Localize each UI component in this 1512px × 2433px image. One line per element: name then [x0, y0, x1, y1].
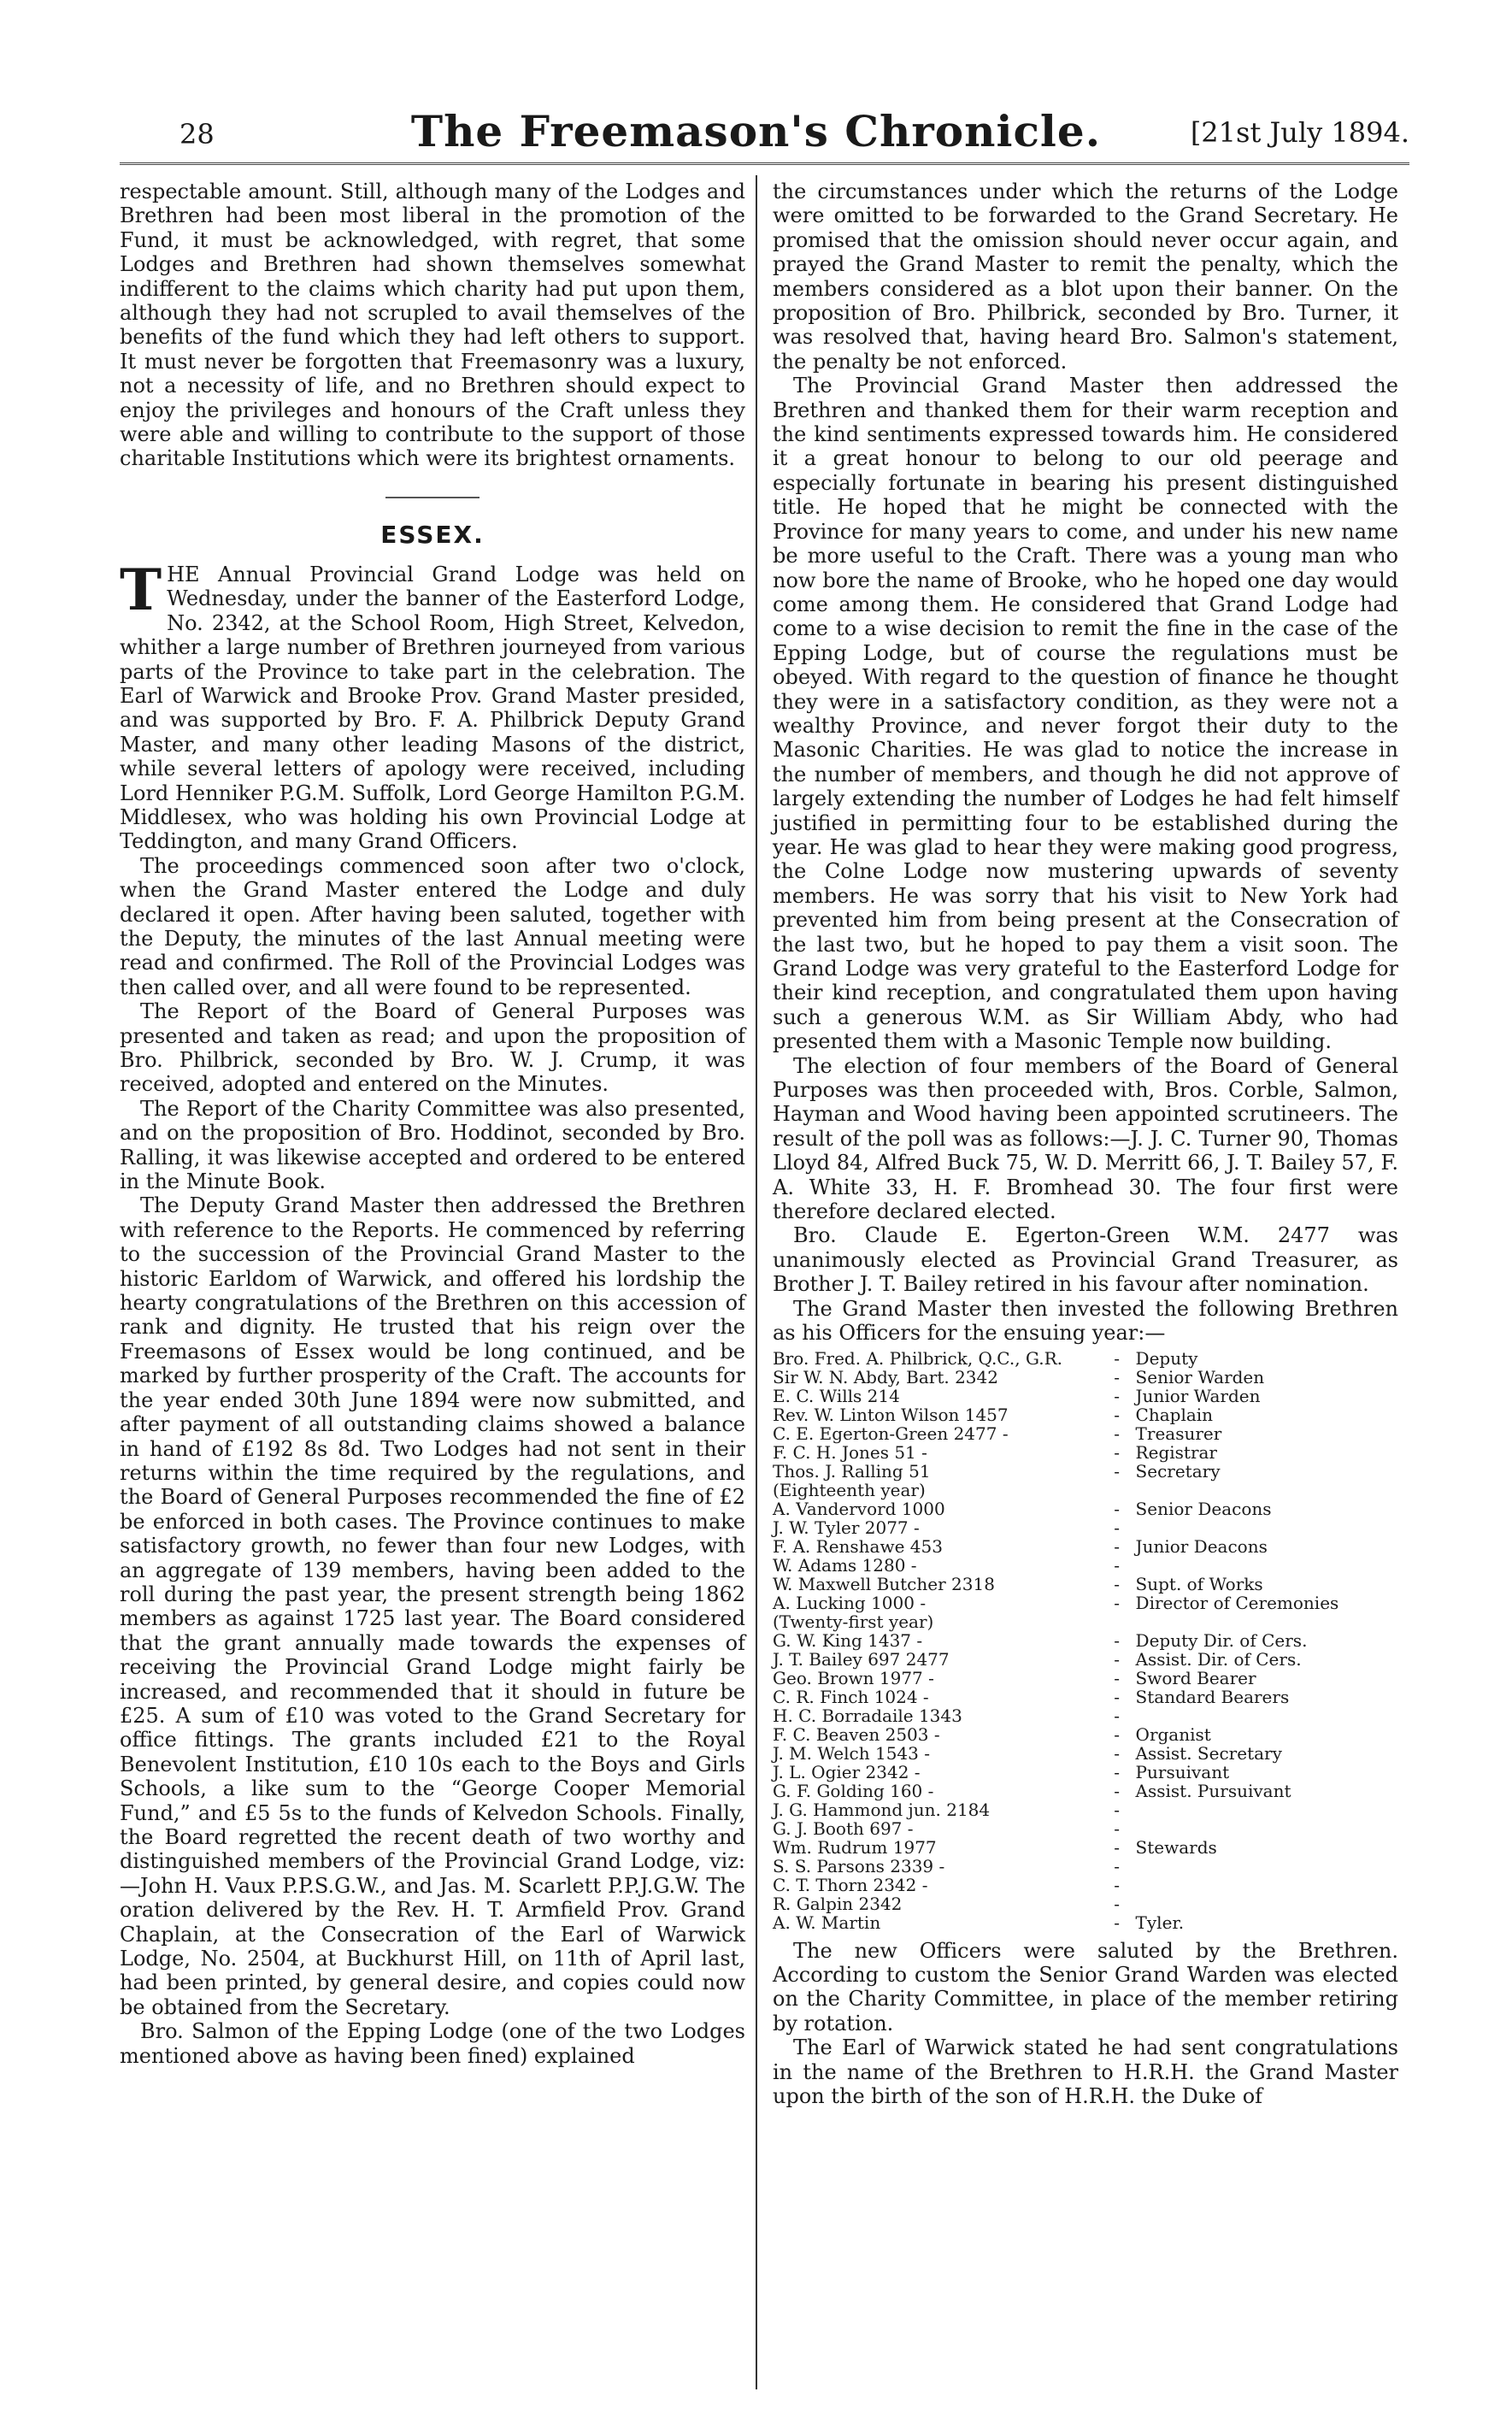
officer-row: [773, 1387, 1398, 1405]
officer-note: (Eighteenth year): [773, 1479, 926, 1500]
officer-dash: -: [1114, 1573, 1120, 1594]
officer-dash: -: [1114, 1836, 1120, 1858]
officer-office: Standard Bearers: [1135, 1686, 1290, 1707]
officer-row: [773, 1556, 1398, 1575]
officer-office: Tyler.: [1135, 1912, 1185, 1933]
officer-name: Wm. Rudrum 1977: [773, 1836, 937, 1858]
officer-office: [1136, 1800, 1398, 1819]
officer-dash: -: [1114, 1366, 1120, 1387]
section-divider: [385, 497, 479, 498]
officer-row: [773, 1349, 1398, 1368]
officer-dash: -: [1114, 1874, 1120, 1895]
article-paragraph: The Earl of Warwick stated he had sent congratulations in the name of the Brethren to H.R.H. the Grand Master upon the birth of the son of H.R.H. the Duke of: [773, 2035, 1398, 2108]
officer-office: [1136, 1876, 1398, 1894]
officer-name: J. M. Welch 1543 -: [773, 1742, 930, 1764]
officer-row: [773, 1819, 1398, 1838]
article-paragraph: The Deputy Grand Master then addressed the Brethren with reference to the Reports. He commenced by referring to the succession of the Provincial Grand Master to the historic Earldom of Warwick, and offered his lordship the hearty congratulations of the Brethren on this accession of rank and dignity. He trusted that his reign over the Freemasons of Essex would be long continued, and be marked by further prosperity of the Craft. The accounts for the year ended 30th June 1894 were now submitted, and after payment of all outstanding claims showed a balance in hand of £192 8s 8d. Two Lodges had not sent in their returns within the time required by the regulations, and the Board of General Purposes recommended the fine of £2 be enforced in both cases. The Province continues to make satisfactory growth, no fewer than four new Lodges, with an aggregate of 139 members, having been added to the roll during the past year, the present strength being 1862 members as against 1725 last year. The Board considered that the grant annually made towards the expenses of receiving the Provincial Grand Lodge might fairly be increased, and recommended that it should in future be £25. A sum of £10 was voted to the Grand Secretary for office fittings. The grants included £21 to the Royal Benevolent Institution, £10 10s each to the Boys and Girls Schools, a like sum to the “George Cooper Memorial Fund,” and £5 5s to the funds of Kelvedon Schools. Finally, the Board regretted the recent death of two worthy and distinguished members of the Provincial Grand Lodge, viz:—John H. Vaux P.P.S.G.W., and Jas. M. Scarlett P.P.J.G.W. The oration delivered by the Rev. H. T. Armfield Prov. Grand Chaplain, at the Consecration of the Earl of Warwick Lodge, No. 2504, at Buckhurst Hill, on 11th of April last, had been printed, by general desire, and copies could now be obtained from the Secretary.: [120, 1193, 745, 2019]
officer-name: H. C. Borradaile 1343: [773, 1705, 962, 1726]
officer-row: [773, 1424, 1398, 1443]
right-column: [773, 180, 1398, 2108]
officer-name: J. T. Bailey 697 2477: [773, 1648, 950, 1670]
officer-dash: -: [1114, 1648, 1120, 1670]
officer-row: [773, 1575, 1398, 1594]
officer-dash: -: [1114, 1535, 1120, 1557]
officer-office: Assist. Pursuivant: [1135, 1780, 1291, 1801]
officer-office: Sword Bearer: [1135, 1667, 1256, 1688]
officer-office: Stewards: [1135, 1836, 1217, 1858]
officer-dash: -: [1114, 1441, 1120, 1463]
officer-name: W. Maxwell Butcher 2318: [773, 1573, 995, 1594]
article-paragraph: THE Annual Provincial Grand Lodge was held on Wednesday, under the banner of the Easterford Lodge, No. 2342, at the School Room, High Street, Kelvedon, whither a large number of Brethren journeyed from various parts of the Province to take part in the celebration. The Earl of Warwick and Brooke Prov. Grand Master presided, and was supported by Bro. F. A. Philbrick Deputy Grand Master, and many other leading Masons of the district, while several letters of apology were received, including Lord Henniker P.G.M. Suffolk, Lord George Hamilton P.G.M. Middlesex, who was holding his own Provincial Lodge at Teddington, and many Grand Officers.: [120, 556, 745, 854]
officer-name: A. Vandervord 1000: [773, 1498, 945, 1519]
officer-row: [773, 1537, 1398, 1556]
officer-office: [1136, 1857, 1398, 1876]
article-paragraph: The election of four members of the Board of General Purposes was then proceeded with, Bros. Corble, Salmon, Hayman and Wood having been appointed scrutineers. The result of the poll was as follows:—J. J. C. Turner 90, Thomas Lloyd 84, Alfred Buck 75, W. D. Merritt 66, J. T. Bailey 57, F. A. White 33, H. F. Bromhead 30. The four first were therefore declared elected.: [773, 1053, 1398, 1224]
officer-name: J. G. Hammond jun. 2184: [773, 1799, 991, 1820]
officer-dash: -: [1114, 1780, 1120, 1801]
officer-row: [773, 1499, 1398, 1518]
officer-name: S. S. Parsons 2339 -: [773, 1855, 945, 1876]
officer-name: F. A. Renshawe 453: [773, 1535, 943, 1557]
officer-office: Director of Ceremonies: [1135, 1592, 1339, 1613]
officer-row: [773, 1894, 1398, 1913]
officer-office: Organist: [1135, 1723, 1211, 1745]
officer-office: Pursuivant: [1135, 1761, 1230, 1782]
officer-dash: -: [1114, 1385, 1120, 1406]
officer-office: Assist. Secretary: [1135, 1742, 1282, 1764]
officer-row: [773, 1518, 1398, 1537]
officer-dash: -: [1114, 1893, 1120, 1914]
officer-row: [773, 1405, 1398, 1424]
officer-dash: -: [1114, 1761, 1120, 1782]
officer-dash: -: [1114, 1742, 1120, 1764]
officer-name: F. C. Beaven 2503 -: [773, 1723, 940, 1745]
officer-office: Deputy: [1135, 1347, 1198, 1369]
officer-row: [773, 1669, 1398, 1688]
officer-row: [773, 1631, 1398, 1650]
officer-dash: -: [1114, 1723, 1120, 1745]
officer-office: Junior Deacons: [1135, 1535, 1268, 1557]
officer-dash: -: [1114, 1423, 1120, 1444]
officer-row: [773, 1800, 1398, 1819]
officer-row: [773, 1462, 1398, 1481]
officer-office: Treasurer: [1135, 1423, 1222, 1444]
article-paragraph: Bro. Salmon of the Epping Lodge (one of the two Lodges mentioned above as having been fined) explained: [120, 2019, 745, 2068]
officer-name: E. C. Wills 214: [773, 1385, 900, 1406]
officer-name: F. C. H. Jones 51 -: [773, 1441, 927, 1463]
article-paragraph: the circumstances under which the returns of the Lodge were omitted to be forwarded to the Grand Secretary. He promised that the omission should never occur again, and prayed the Grand Master to remit the penalty, which the members considered as a blot upon their banner. On the proposition of Bro. Philbrick, seconded by Bro. Turner, it was resolved that, having heard Bro. Salmon's statement, the penalty be not enforced.: [773, 180, 1398, 374]
officer-dash: -: [1114, 1629, 1120, 1651]
officer-note: (Twenty-first year): [773, 1611, 934, 1632]
officer-office: [1136, 1518, 1398, 1537]
officer-office: [1136, 1706, 1398, 1725]
officer-office: Chaplain: [1135, 1404, 1214, 1425]
officer-name: C. E. Egerton-Green 2477 -: [773, 1423, 1009, 1444]
page-number: 28: [179, 118, 215, 150]
officer-dash: -: [1114, 1592, 1120, 1613]
intro-paragraph: respectable amount. Still, although many of the Lodges and Brethren had been most liberal in the promotion of the Fund, it must be acknowledged, with regret, that some Lodges and Brethren had shown themselves somewhat indifferent to the claims which charity had put upon them, although they had not scrupled to avail themselves of the benefits of the fund which they had left others to support. It must never be forgotten that Freemasonry was a luxury, not a necessity of life, and no Brethren should expect to enjoy the privileges and honours of the Craft unless they were able and willing to contribute to the support of those charitable Institutions which were its brightest ornaments.: [120, 180, 745, 471]
officer-office: Junior Warden: [1135, 1385, 1261, 1406]
officer-name: Rev. W. Linton Wilson 1457: [773, 1404, 1009, 1425]
officer-name: A. W. Martin: [773, 1912, 881, 1933]
article-paragraph: The Report of the Charity Committee was also presented, and on the proposition of Bro. Hoddinot, seconded by Bro. Ralling, it was likewise accepted and ordered to be entered in the Minute Book.: [120, 1096, 745, 1194]
officer-office: Senior Deacons: [1135, 1498, 1272, 1519]
officer-office: [1136, 1556, 1398, 1575]
officer-office: Secretary: [1135, 1460, 1221, 1482]
officer-office: Registrar: [1135, 1441, 1217, 1463]
officer-row: [773, 1782, 1398, 1800]
officer-row: [773, 1481, 1398, 1499]
officer-office: Supt. of Works: [1135, 1573, 1263, 1594]
article-paragraph: The new Officers were saluted by the Brethren. According to custom the Senior Grand Warden was elected on the Charity Committee, in place of the member retiring by rotation.: [773, 1938, 1398, 2035]
publication-title: The Freemason's Chronicle.: [410, 106, 1102, 156]
officer-row: [773, 1368, 1398, 1387]
officer-row: [773, 1913, 1398, 1932]
officer-office: Assist. Dir. of Cers.: [1135, 1648, 1302, 1670]
officer-name: Sir W. N. Abdy, Bart. 2342: [773, 1366, 998, 1387]
officer-dash: -: [1114, 1855, 1120, 1876]
officer-dash: -: [1114, 1517, 1120, 1538]
officer-name: Thos. J. Ralling 51: [773, 1460, 931, 1482]
officer-name: A. Lucking 1000 -: [773, 1592, 927, 1613]
officer-name: W. Adams 1280 -: [773, 1554, 917, 1576]
article-paragraph: Bro. Claude E. Egerton-Green W.M. 2477 was unanimously elected as Provincial Grand Treasurer, as Brother J. T. Bailey retired in his favour after nomination.: [773, 1223, 1398, 1297]
article-paragraph: The Provincial Grand Master then addressed the Brethren and thanked them for their warm reception and the kind sentiments expressed towards him. He considered it a great honour to belong to our old peerage and especially fortunate in bearing his present distinguished title. He hoped that he might be connected with the Province for many years to come, and under his new name be more useful to the Craft. There was a young man who now bore the name of Brooke, who he hoped one day would come among them. He considered that Grand Lodge had come to a wise decision to remit the fine in the case of the Epping Lodge, but of course the regulations must be obeyed. With regard to the question of finance he thought they were in a satisfactory condition, as they were not a wealthy Province, and never forgot their duty to the Masonic Charities. He was glad to notice the increase in the number of members, and though he did not approve of largely extending the number of Lodges he had felt himself justified in permitting four to be established during the year. He was glad to hear they were making good progress, the Colne Lodge now mustering upwards of seventy members. He was sorry that his visit to New York had prevented him from being present at the Consecration of the last two, but he hoped to pay them a visit soon. The Grand Lodge was very grateful to the Easterford Lodge for their kind reception, and congratulated them upon having such a generous W.M. as Sir William Abdy, who had presented them with a Masonic Temple now building.: [773, 374, 1398, 1054]
officer-office: [1136, 1894, 1398, 1913]
officers-table: [773, 1349, 1398, 1932]
left-column: [120, 180, 745, 2068]
officer-name: J. L. Ogier 2342 -: [773, 1761, 921, 1782]
article-paragraph: The Grand Master then invested the following Brethren as his Officers for the ensuing year:—: [773, 1296, 1398, 1346]
officer-office: [1136, 1819, 1398, 1838]
officer-row: [773, 1612, 1398, 1631]
officer-row: [773, 1706, 1398, 1725]
header-rule: [120, 162, 1409, 165]
officer-row: [773, 1725, 1398, 1744]
officer-name: C. T. Thorn 2342 -: [773, 1874, 928, 1895]
officer-row: [773, 1650, 1398, 1669]
drop-cap: T: [120, 556, 162, 623]
officer-dash: -: [1114, 1347, 1120, 1369]
officer-row: [773, 1688, 1398, 1706]
column-divider: [756, 175, 757, 2389]
officer-dash: -: [1114, 1460, 1120, 1482]
officer-name: G. J. Booth 697 -: [773, 1817, 914, 1839]
officer-dash: -: [1114, 1554, 1120, 1576]
officer-row: [773, 1744, 1398, 1763]
officer-row: [773, 1857, 1398, 1876]
section-title-essex: ESSEX.: [380, 520, 485, 549]
officer-dash: -: [1114, 1705, 1120, 1726]
officer-dash: -: [1114, 1404, 1120, 1425]
officer-name: Geo. Brown 1977 -: [773, 1667, 934, 1688]
officer-row: [773, 1876, 1398, 1894]
officer-dash: -: [1114, 1498, 1120, 1519]
article-paragraph: The proceedings commenced soon after two o'clock, when the Grand Master entered the Lodge and duly declared it open. After having been saluted, together with the Deputy, the minutes of the last Annual meeting were read and confirmed. The Roll of the Provincial Lodges was then called over, and all were found to be represented.: [120, 853, 745, 999]
officer-name: R. Galpin 2342: [773, 1893, 903, 1914]
officer-row: [773, 1763, 1398, 1782]
officer-dash: -: [1114, 1686, 1120, 1707]
officer-name: G. F. Golding 160 -: [773, 1780, 934, 1801]
issue-date: [21st July 1894.: [1190, 116, 1409, 149]
officer-row: [773, 1838, 1398, 1857]
officer-name: J. W. Tyler 2077 -: [773, 1517, 920, 1538]
article-paragraph: The Report of the Board of General Purposes was presented and taken as read; and upon the proposition of Bro. Philbrick, seconded by Bro. W. J. Crump, it was received, adopted and entered on the Minutes.: [120, 999, 745, 1097]
officer-dash: -: [1114, 1817, 1120, 1839]
officer-dash: -: [1114, 1799, 1120, 1820]
officer-name: Bro. Fred. A. Philbrick, Q.C., G.R.: [773, 1347, 1062, 1369]
officer-row: [773, 1443, 1398, 1462]
officer-row: [773, 1594, 1398, 1612]
page-header: [103, 94, 1409, 162]
officer-dash: -: [1114, 1667, 1120, 1688]
officer-name: C. R. Finch 1024 -: [773, 1686, 929, 1707]
officer-office: Deputy Dir. of Cers.: [1135, 1629, 1308, 1651]
officer-dash: -: [1114, 1912, 1120, 1933]
officer-office: Senior Warden: [1135, 1366, 1265, 1387]
officer-name: G. W. King 1437 -: [773, 1629, 923, 1651]
